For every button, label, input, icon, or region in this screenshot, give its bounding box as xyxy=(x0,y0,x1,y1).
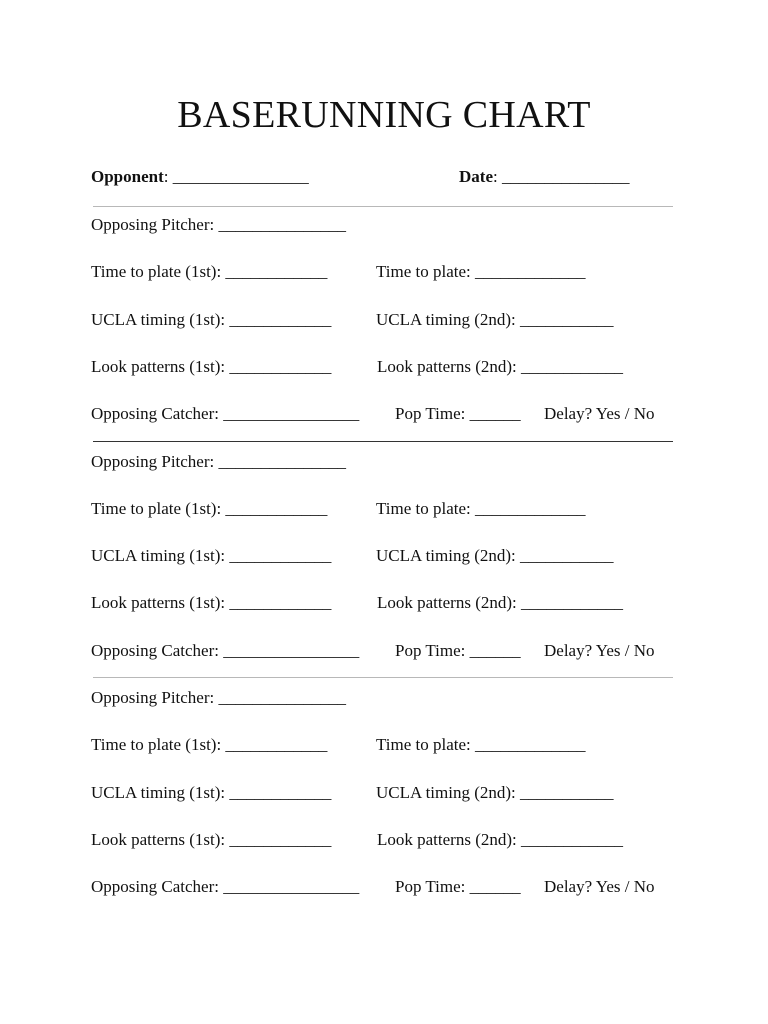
ucla-timing-1st-field[interactable]: UCLA timing (1st): ____________ xyxy=(91,546,332,565)
opponent-blank: : ________________ xyxy=(163,167,309,186)
ucla-timing-2nd-field[interactable]: UCLA timing (2nd): ___________ xyxy=(376,310,614,329)
time-to-plate-1st-field[interactable]: Time to plate (1st): ____________ xyxy=(91,262,328,281)
pitcher-catcher-block-1 xyxy=(0,215,768,445)
ucla-timing-2nd-field[interactable]: UCLA timing (2nd): ___________ xyxy=(376,546,614,565)
opponent-label: Opponent xyxy=(91,167,164,186)
look-patterns-1st-field[interactable]: Look patterns (1st): ____________ xyxy=(91,357,332,376)
look-patterns-2nd-field[interactable]: Look patterns (2nd): ____________ xyxy=(377,593,623,612)
opposing-catcher-field[interactable]: Opposing Catcher: ________________ xyxy=(91,641,360,660)
pop-time-field[interactable]: Pop Time: ______ xyxy=(395,641,521,660)
pop-time-field[interactable]: Pop Time: ______ xyxy=(395,877,521,896)
section-divider xyxy=(93,206,673,207)
page-title: BASERUNNING CHART xyxy=(177,94,591,136)
opposing-catcher-field[interactable]: Opposing Catcher: ________________ xyxy=(91,404,360,423)
section-divider xyxy=(93,677,673,678)
opposing-pitcher-field[interactable]: Opposing Pitcher: _______________ xyxy=(91,688,346,707)
look-patterns-2nd-field[interactable]: Look patterns (2nd): ____________ xyxy=(377,830,623,849)
pitcher-catcher-block-3 xyxy=(0,688,768,918)
look-patterns-2nd-field[interactable]: Look patterns (2nd): ____________ xyxy=(377,357,623,376)
delay-yes-no-field[interactable]: Delay? Yes / No xyxy=(544,641,655,660)
time-to-plate-1st-field[interactable]: Time to plate (1st): ____________ xyxy=(91,735,328,754)
delay-yes-no-field[interactable]: Delay? Yes / No xyxy=(544,404,655,423)
look-patterns-1st-field[interactable]: Look patterns (1st): ____________ xyxy=(91,830,332,849)
pitcher-catcher-block-2 xyxy=(0,452,768,682)
look-patterns-1st-field[interactable]: Look patterns (1st): ____________ xyxy=(91,593,332,612)
date-label: Date xyxy=(459,167,493,186)
opponent-field[interactable] xyxy=(91,167,309,187)
opposing-pitcher-field[interactable]: Opposing Pitcher: _______________ xyxy=(91,215,346,234)
ucla-timing-1st-field[interactable]: UCLA timing (1st): ____________ xyxy=(91,310,332,329)
time-to-plate-field[interactable]: Time to plate: _____________ xyxy=(376,499,586,518)
time-to-plate-field[interactable]: Time to plate: _____________ xyxy=(376,262,586,281)
ucla-timing-2nd-field[interactable]: UCLA timing (2nd): ___________ xyxy=(376,783,614,802)
time-to-plate-field[interactable]: Time to plate: _____________ xyxy=(376,735,586,754)
delay-yes-no-field[interactable]: Delay? Yes / No xyxy=(544,877,655,896)
date-blank: : _______________ xyxy=(492,167,630,186)
section-divider xyxy=(93,441,673,442)
opposing-catcher-field[interactable]: Opposing Catcher: ________________ xyxy=(91,877,360,896)
opposing-pitcher-field[interactable]: Opposing Pitcher: _______________ xyxy=(91,452,346,471)
time-to-plate-1st-field[interactable]: Time to plate (1st): ____________ xyxy=(91,499,328,518)
date-field[interactable] xyxy=(459,167,629,187)
pop-time-field[interactable]: Pop Time: ______ xyxy=(395,404,521,423)
ucla-timing-1st-field[interactable]: UCLA timing (1st): ____________ xyxy=(91,783,332,802)
